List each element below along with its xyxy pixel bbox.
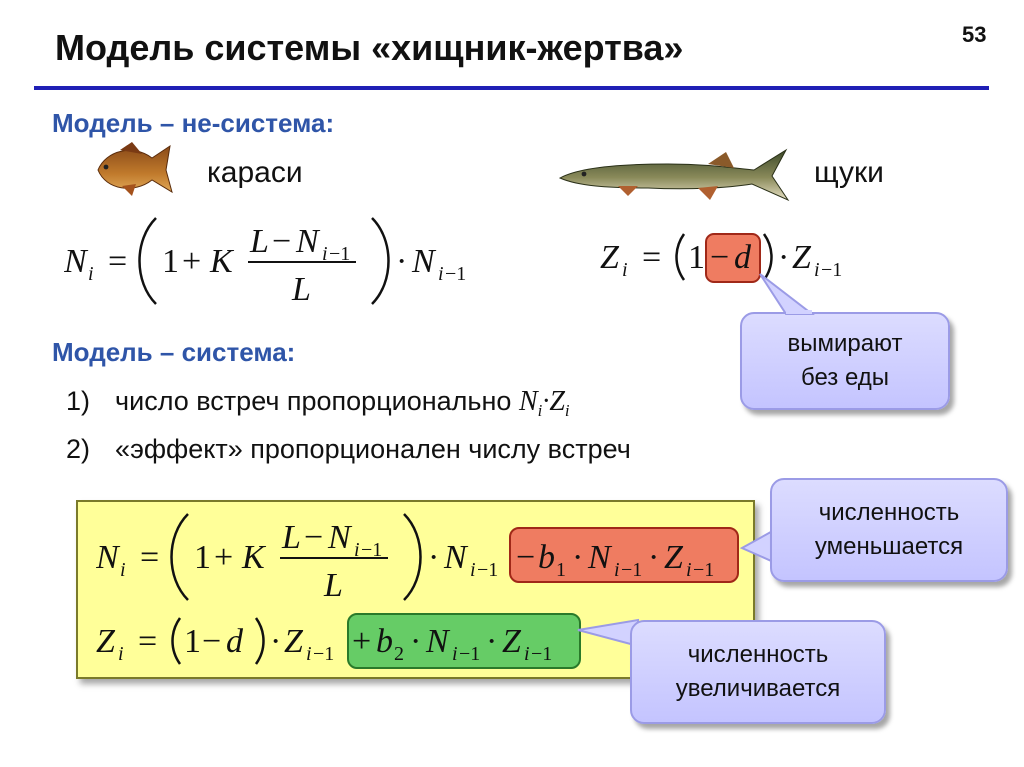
formula-predator-simple (600, 226, 860, 291)
svg-text:i: i (524, 643, 530, 665)
svg-text:N: N (96, 539, 119, 576)
svg-text:+: + (182, 243, 202, 280)
callout-die-out (740, 312, 950, 410)
callout-decreases (770, 478, 1008, 582)
svg-text:−1: −1 (445, 263, 467, 285)
crucian-fish-image (92, 140, 176, 198)
section-heading-non-system: Модель – не-система: (52, 108, 335, 138)
svg-text:−: − (304, 519, 324, 556)
prey-label: караси (207, 156, 303, 189)
list-item-2-number: 2) (66, 434, 91, 464)
list-item-2-text: «эффект» пропорционален числу встреч (115, 434, 631, 464)
svg-text:Z: Z (284, 623, 303, 660)
svg-text:N: N (588, 539, 611, 576)
svg-text:d: d (226, 623, 243, 660)
svg-text:K: K (242, 539, 265, 576)
svg-text:i: i (622, 259, 628, 281)
svg-text:1: 1 (688, 239, 705, 276)
svg-text:1: 1 (184, 623, 201, 660)
svg-text:i: i (322, 243, 328, 265)
svg-text:i: i (438, 263, 444, 285)
svg-text:d: d (734, 239, 751, 276)
title-rule (34, 86, 989, 90)
meetings-product-formula: $N_i\cdot Z_i$ (518, 386, 570, 420)
svg-text:L: L (292, 271, 311, 308)
svg-text:i: i (306, 643, 312, 665)
svg-text:N: N (296, 223, 319, 260)
pike-fish-image (558, 142, 790, 204)
svg-text:N: N (64, 243, 87, 280)
svg-text:1: 1 (162, 243, 179, 280)
formula-prey-simple (64, 210, 484, 310)
svg-text:i: i (470, 559, 476, 581)
svg-text:−1: −1 (531, 643, 553, 665)
svg-text:i: i (614, 559, 620, 581)
predator-label: щуки (814, 156, 884, 189)
svg-text:1: 1 (556, 559, 566, 581)
svg-text:2: 2 (394, 643, 404, 665)
svg-text:−1: −1 (821, 259, 843, 281)
svg-text:=: = (108, 243, 128, 280)
formula-predator-system (96, 610, 596, 675)
svg-text:b: b (376, 623, 393, 660)
svg-text:i: i (452, 643, 458, 665)
svg-text:i: i (686, 559, 692, 581)
svg-text:N: N (412, 243, 435, 280)
svg-text:N: N (328, 519, 351, 556)
svg-text:·: · (486, 623, 498, 660)
svg-text:=: = (138, 623, 158, 660)
svg-text:·: · (396, 243, 408, 280)
svg-text:−1: −1 (477, 559, 499, 581)
svg-text:·: · (778, 239, 790, 276)
svg-text:L: L (324, 567, 343, 604)
svg-text:·: · (270, 623, 282, 660)
list-item-1-text: число встреч пропорционально (115, 386, 512, 416)
svg-text:+: + (352, 623, 372, 660)
svg-text:·: · (410, 623, 422, 660)
callout-decreases-text: численность уменьшается (814, 499, 964, 560)
svg-text:Z: Z (792, 239, 811, 276)
svg-text:+: + (214, 539, 234, 576)
svg-text:−1: −1 (693, 559, 715, 581)
svg-text:−1: −1 (361, 539, 383, 561)
svg-text:i: i (88, 263, 94, 285)
svg-text:−1: −1 (621, 559, 643, 581)
svg-text:i: i (354, 539, 360, 561)
callout-die-out-text: вымирают без еды (787, 330, 903, 391)
svg-text:−1: −1 (313, 643, 335, 665)
callout-die-out-pointer (756, 272, 816, 316)
svg-text:−: − (272, 223, 292, 260)
slide-title: Модель системы «хищник-жертва» (55, 27, 684, 68)
svg-text:N: N (426, 623, 449, 660)
svg-text:−: − (202, 623, 222, 660)
section-heading-system: Модель – система: (52, 337, 296, 367)
svg-text:i: i (120, 559, 126, 581)
svg-text:·: · (572, 539, 584, 576)
svg-text:N: N (444, 539, 467, 576)
formula-prey-system (96, 506, 746, 611)
svg-text:−1: −1 (329, 243, 351, 265)
svg-text:−: − (710, 239, 730, 276)
list-item-1 (66, 386, 570, 421)
svg-text:Z: Z (600, 239, 619, 276)
svg-text:i: i (118, 643, 124, 665)
svg-text:K: K (210, 243, 233, 280)
list-item-1-number: 1) (66, 386, 91, 416)
svg-text:L: L (282, 519, 301, 556)
svg-text:·: · (428, 539, 440, 576)
callout-increases (630, 620, 886, 724)
svg-text:Z: Z (96, 623, 115, 660)
svg-text:·: · (648, 539, 660, 576)
svg-text:−1: −1 (459, 643, 481, 665)
svg-text:−: − (516, 539, 536, 576)
page-number: 53 (962, 22, 987, 47)
svg-text:Z: Z (664, 539, 683, 576)
svg-text:i: i (814, 259, 820, 281)
svg-text:b: b (538, 539, 555, 576)
svg-text:Z: Z (502, 623, 521, 660)
callout-increases-text: численность увеличивается (675, 641, 841, 702)
list-item-2 (66, 434, 631, 465)
svg-text:=: = (642, 239, 662, 276)
svg-text:1: 1 (194, 539, 211, 576)
svg-text:L: L (250, 223, 269, 260)
svg-text:=: = (140, 539, 160, 576)
